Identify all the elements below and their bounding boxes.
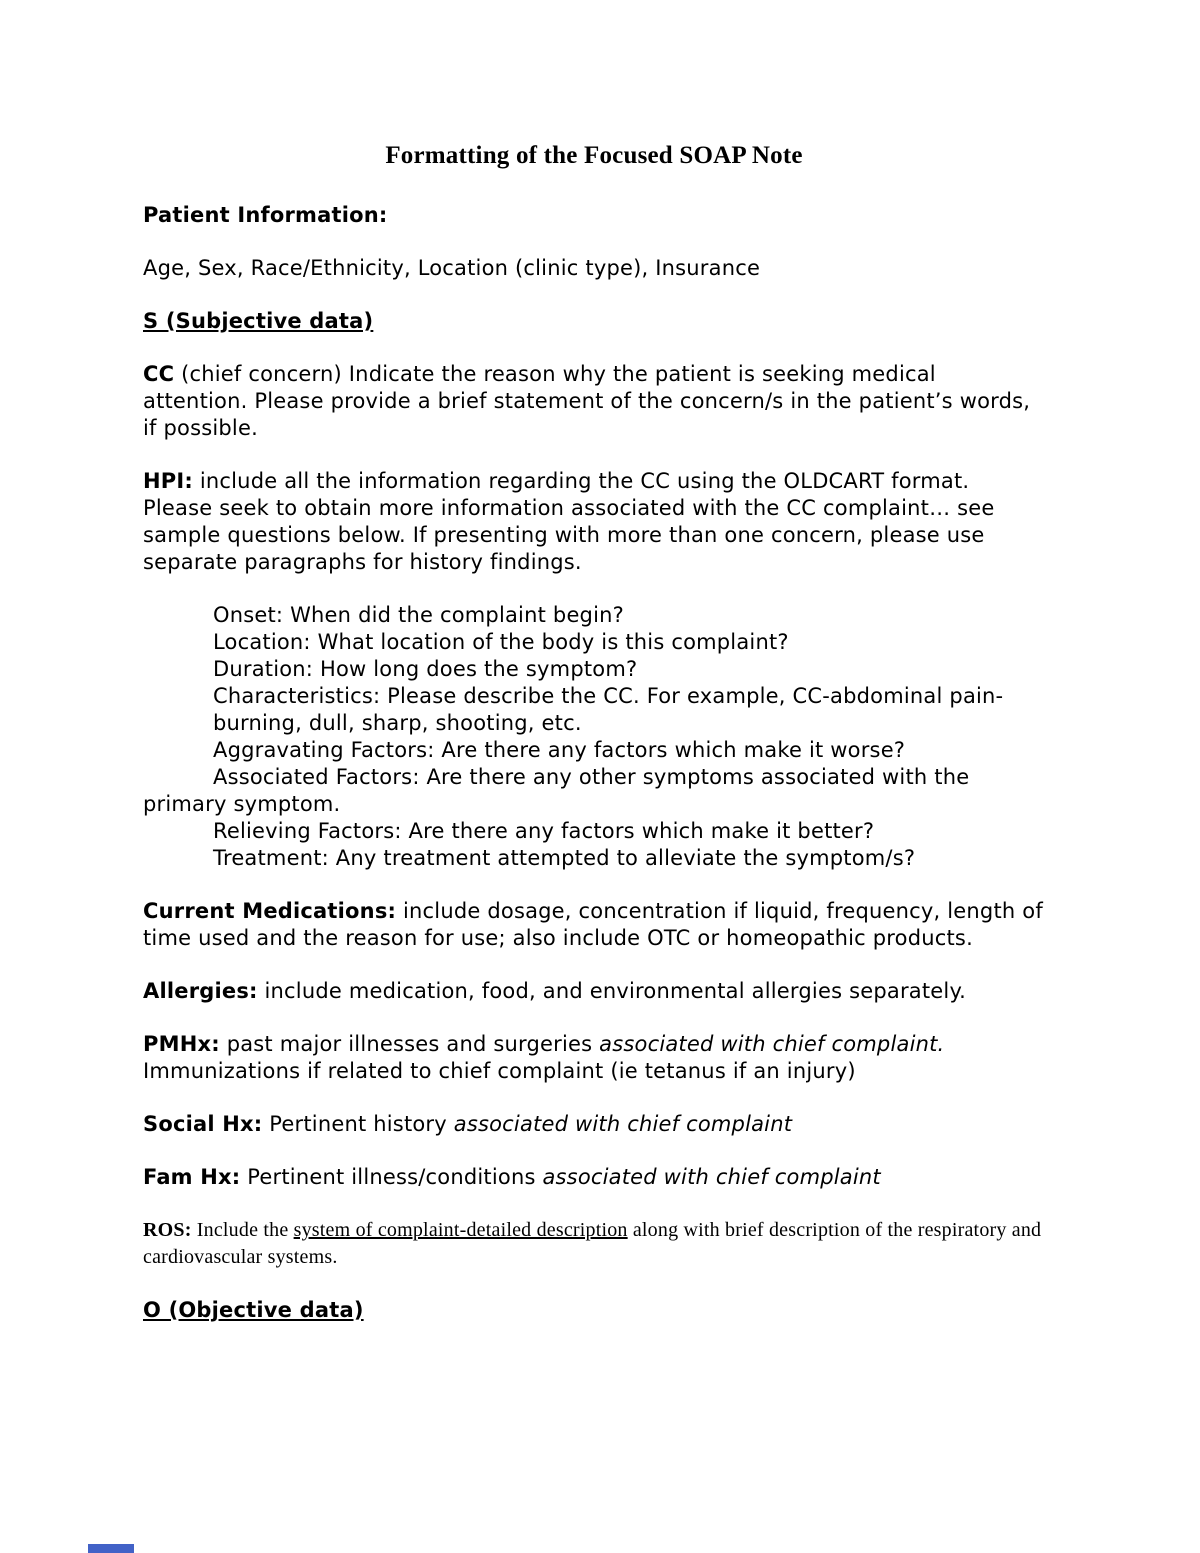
subjective-heading: S (Subjective data) [143,309,374,333]
hpi-body: include all the information regarding the CC using the OLDCART format. Please seek to obtain more information associated with the CC complaint… see sample questions below. If presenting with more than one concern, please use separate paragraphs for history findings. [143,469,995,574]
document-title: Formatting of the Focused SOAP Note [385,142,803,169]
hpi-label: HPI: [143,469,193,493]
objective-heading: O (Objective data) [143,1298,364,1322]
pmhx-body: past major illnesses and surgeries [219,1032,600,1056]
allergies-body: include medication, food, and environmental allergies separately. [257,979,966,1003]
oldcart-item-location: Location: What location of the body is this complaint? [213,630,789,654]
patient-info-heading: Patient Information: [143,203,388,227]
ros-label: ROS: [143,1219,192,1241]
current-medications-label: Current Medications: [143,899,397,923]
allergies-label: Allergies: [143,979,258,1003]
pmhx-body2: Immunizations if related to chief complaint (ie tetanus if an injury) [143,1059,856,1083]
partial-link-artifact [88,1544,134,1553]
oldcart-item-associated: Associated Factors: Are there any other symptoms associated with the primary symptom. [143,765,970,816]
cc-body: (chief concern) Indicate the reason why the patient is seeking medical attention. Please provide a brief statement of the concern/s in the patient’s words, if possible. [143,362,1031,440]
oldcart-item-characteristics: Characteristics: Please describe the CC. For example, CC-abdominal pain-burning, dull, sharp, shooting, etc. [213,684,1004,735]
social-hx-label: Social Hx: [143,1112,263,1136]
ros-paragraph [143,1217,1045,1271]
ros-underlined: system of complaint-detailed description [293,1219,628,1241]
hpi-paragraph [143,468,1045,576]
oldcart-list [143,602,1045,872]
fam-hx-paragraph [143,1164,1045,1191]
social-hx-paragraph [143,1111,1045,1138]
social-hx-body: Pertinent history [262,1112,454,1136]
pmhx-paragraph [143,1031,1045,1085]
social-hx-italic: associated with chief complaint [453,1112,793,1136]
oldcart-item-duration: Duration: How long does the symptom? [213,657,638,681]
fam-hx-body: Pertinent illness/conditions [240,1165,543,1189]
current-medications-paragraph [143,898,1045,952]
oldcart-item-relieving: Relieving Factors: Are there any factors which make it better? [213,819,875,843]
fam-hx-italic: associated with chief complaint [542,1165,881,1189]
pmhx-label: PMHx: [143,1032,220,1056]
cc-paragraph [143,361,1045,442]
current-medications-body: include dosage, concentration if liquid, frequency, length of time used and the reason for use; also include OTC or homeopathic products. [143,899,1043,950]
oldcart-item-aggravating: Aggravating Factors: Are there any factors which make it worse? [213,738,906,762]
pmhx-italic: associated with chief complaint. [599,1032,945,1056]
patient-info-body: Age, Sex, Race/Ethnicity, Location (clinic type), Insurance [143,256,761,280]
fam-hx-label: Fam Hx: [143,1165,241,1189]
cc-label: CC [143,362,175,386]
ros-body1: Include the [191,1219,294,1241]
oldcart-item-treatment: Treatment: Any treatment attempted to alleviate the symptom/s? [213,846,916,870]
oldcart-item-onset: Onset: When did the complaint begin? [213,603,624,627]
ros-body2: along with brief description of the respiratory and cardiovascular systems. [143,1219,1042,1268]
allergies-paragraph [143,978,1045,1005]
